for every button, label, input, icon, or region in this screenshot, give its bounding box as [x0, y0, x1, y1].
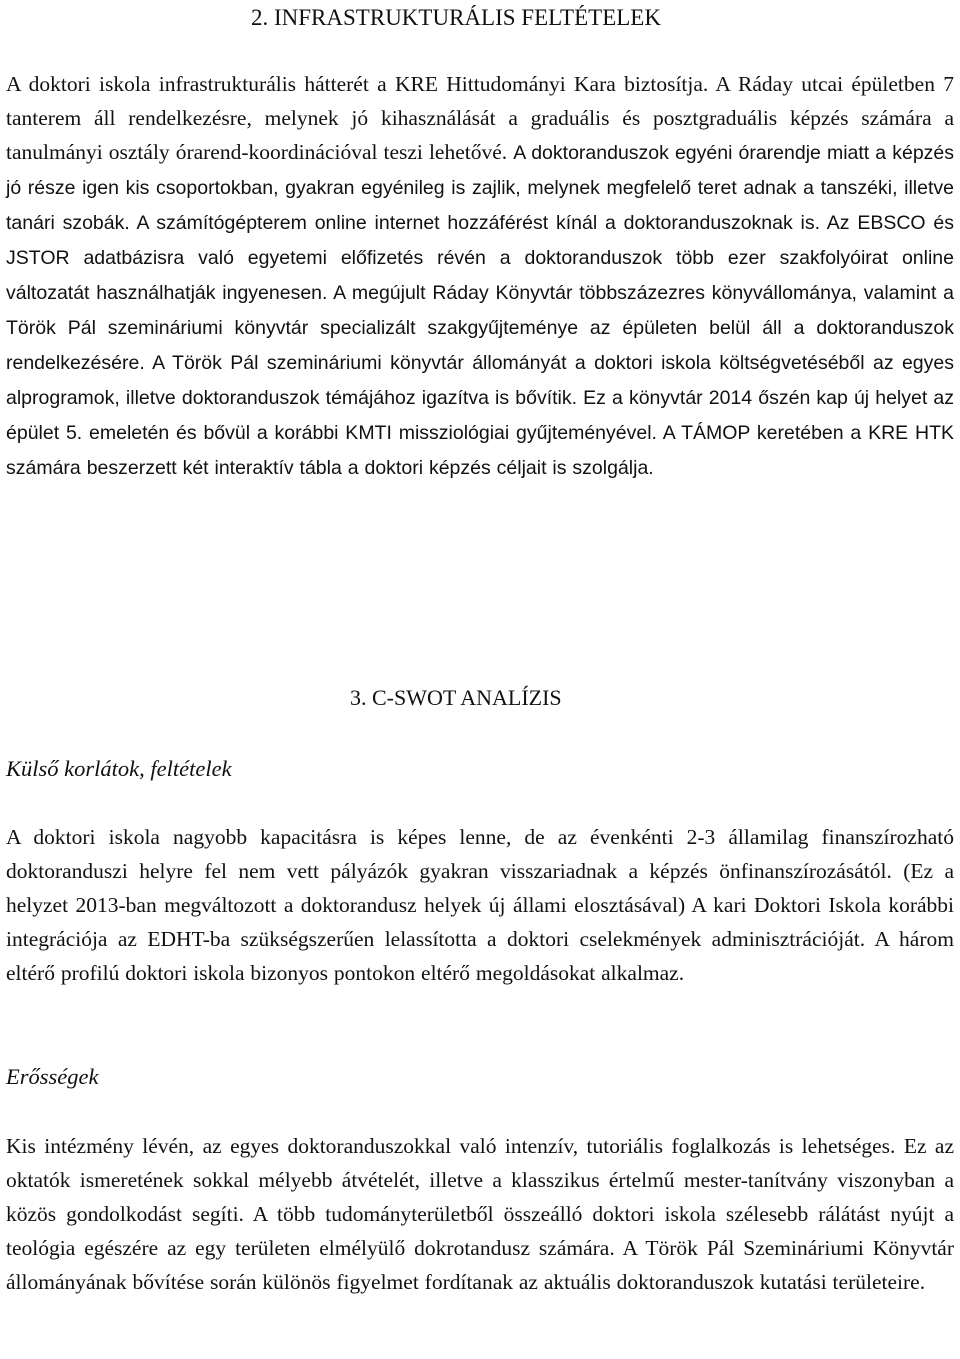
external-constraints-paragraph: A doktori iskola nagyobb kapacitásra is képes lenne, de az évenkénti 2-3 államilag finanszírozható doktoranduszi helyre fel nem vett pályázók gyakran visszariadnak a képzés önfinanszírozásától. (Ez a helyzet 2013-ban megváltozott a doktorandusz helyek új állami elosztásával) A kari Doktori Iskola korábbi integrációja az EDHT-ba szükségszerűen lelassította a doktori cselekmények adminisztrációját. A három eltérő profilú doktori iskola bizonyos pontokon eltérő megoldásokat alkalmaz.: [6, 825, 954, 985]
subheading-strengths: Erősségek: [6, 1064, 99, 1089]
subheading-external-constraints: Külső korlátok, feltételek: [6, 756, 232, 781]
infrastructure-paragraph-part2: A doktoranduszok egyéni órarendje miatt a képzés jó része igen kis csoportokban, gyakran egyénileg is zajlik, melynek megfelelő teret adnak a tanszéki, illetve tanári szobák. A számítógépterem online internet hozzáférést kínál a doktoranduszoknak is. Az EBSCO és JSTOR adatbázisra való egyetemi előfizetés révén a doktoranduszok több ezer szakfolyóirat online változatát használhatják ingyenesen. A megújult Ráday Könyvtár többszázezres könyvállománya, valamint a Török Pál szemináriumi könyvtár specializált szakgyűjteménye az épületen belül áll a doktoranduszok rendelkezésére. A Török Pál szemináriumi könyvtár állományát a doktori iskola költségvetéséből az egyes alprogramok, illetve doktoranduszok témájához igazítva is bővítik. Ez a könyvtár 2014 őszén kap új helyet az épület 5. emeletén és bővül a korábbi KMTI missziológiai gyűjteményével. A TÁMOP keretében a KRE HTK számára beszerzett két interaktív tábla a doktori képzés céljait is szolgálja.: [6, 142, 955, 479]
strengths-paragraph: Kis intézmény lévén, az egyes doktoranduszokkal való intenzív, tutoriális foglalkozás is lehetséges. Ez az oktatók ismeretének sokkal mélyebb átvételét, illetve a klasszikus értelmű mester-tanítvány viszonyban a közös gondolkodást segíti. A több tudományterületből összeálló doktori iskola szélesebb rálátást nyújt a teológia egészére az egy területen elmélyülő dokrotandusz számára. A Török Pál Szemináriumi Könyvtár állományának bővítése során különös figyelmet fordítanak az aktuális doktoranduszok kutatási területeire.: [6, 1134, 954, 1294]
infrastructure-paragraph-part1: A doktori iskola infrastrukturális hátterét a KRE Hittudományi Kara biztosítja. A Ráday utcai épületben 7 tanterem áll rendelkezésre, melynek jó kihasználását a graduális és posztgraduális képzés számára a tanulmányi osztály órarend-koordinációval teszi lehetővé.: [6, 72, 954, 164]
infrastructure-paragraph: [6, 67, 954, 485]
section-heading-cswot: 3. C-SWOT ANALÍZIS: [350, 685, 562, 710]
section-heading-infrastructure: 2. INFRASTRUKTURÁLIS FELTÉTELEK: [251, 5, 661, 30]
